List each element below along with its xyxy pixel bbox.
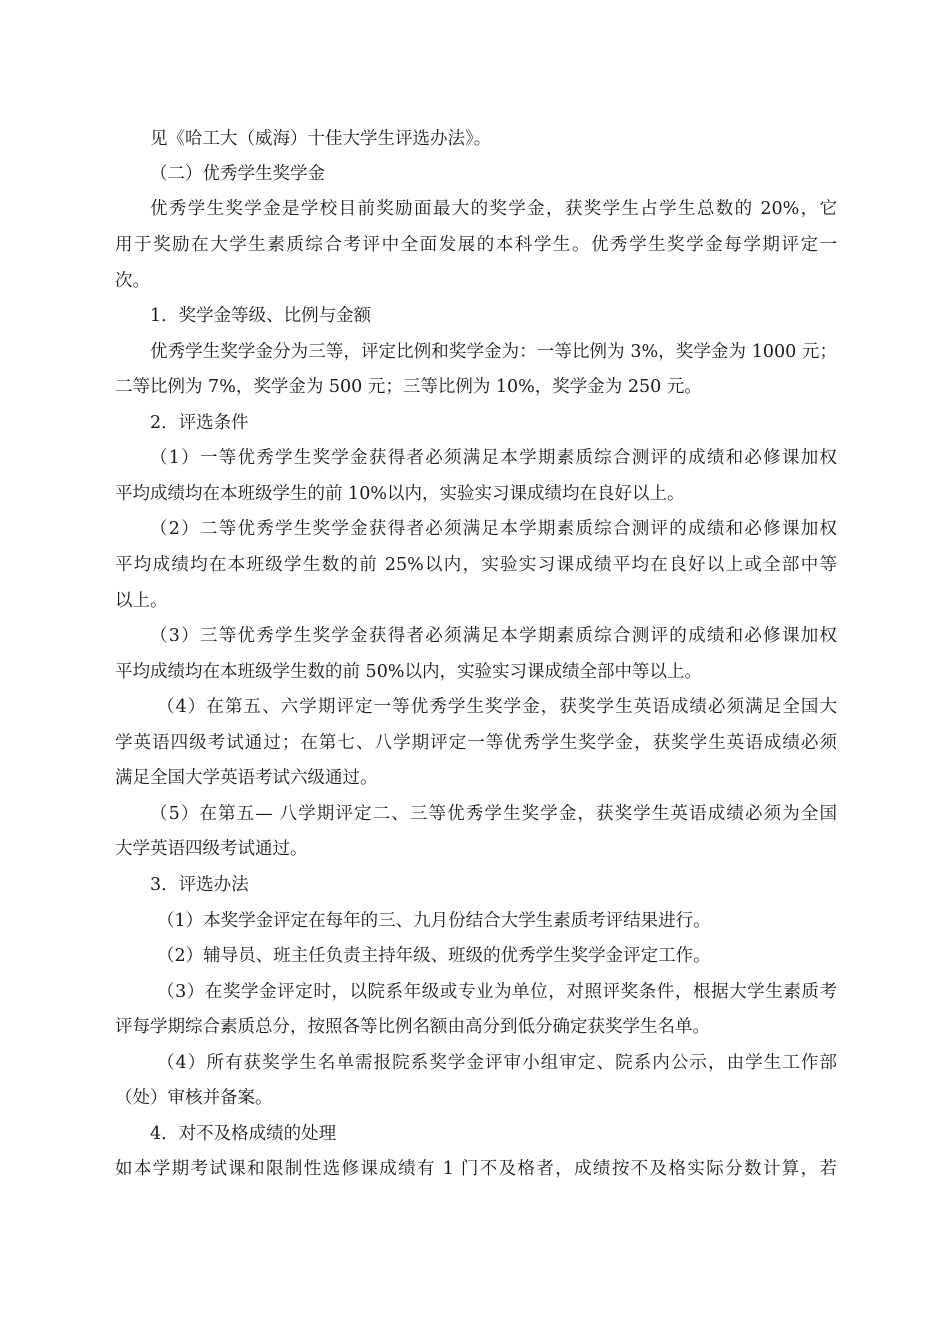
paragraph-line: 平均成绩均在本班级学生数的前 25%以内，实验实习课成绩平均在良好以上或全部中等 (115, 555, 837, 575)
paragraph-line: 优秀学生奖学金分为三等，评定比例和奖学金为：一等比例为 3%，奖学金为 1000 元； (150, 342, 837, 362)
paragraph-line: （3）在奖学金评定时，以院系年级或专业为单位，对照评奖条件，根据大学生素质考 (157, 982, 837, 1002)
subsection-heading: 4．对不及格成绩的处理 (150, 1124, 337, 1144)
subsection-heading: 2．评选条件 (150, 413, 249, 433)
paragraph-line: （1）本奖学金评定在每年的三、九月份结合大学生素质考评结果进行。 (157, 911, 711, 931)
paragraph-line: 大学英语四级考试通过。 (115, 839, 308, 859)
subsection-heading: 3．评选办法 (150, 875, 249, 895)
paragraph-line: 平均成绩均在本班级学生的前 10%以内，实验实习课成绩均在良好以上。 (115, 484, 685, 504)
paragraph-line: （1）一等优秀学生奖学金获得者必须满足本学期素质综合测评的成绩和必修课加权 (150, 448, 837, 468)
paragraph-line: （4）所有获奖学生名单需报院系奖学金评审小组审定、院系内公示，由学生工作部 (157, 1053, 837, 1073)
paragraph-line: 用于奖励在大学生素质综合考评中全面发展的本科学生。优秀学生奖学金每学期评定一 (115, 235, 837, 255)
paragraph-line: （5）在第五— 八学期评定二、三等优秀学生奖学金，获奖学生英语成绩必须为全国 (150, 804, 837, 824)
subsection-heading: 1．奖学金等级、比例与金额 (150, 306, 372, 326)
paragraph-line: 平均成绩均在本班级学生数的前 50%以内，实验实习课成绩全部中等以上。 (115, 662, 702, 682)
paragraph-line: （处）审核并备案。 (115, 1088, 273, 1108)
paragraph-line: （2）辅导员、班主任负责主持年级、班级的优秀学生奖学金评定工作。 (157, 946, 711, 966)
section-heading: （二）优秀学生奖学金 (150, 164, 325, 184)
paragraph-line: 如本学期考试课和限制性选修课成绩有 1 门不及格者，成绩按不及格实际分数计算，若 (115, 1159, 837, 1179)
paragraph-line: 以上。 (115, 591, 168, 611)
paragraph-line: 满足全国大学英语考试六级通过。 (115, 768, 378, 788)
paragraph-line: （4）在第五、六学期评定一等优秀学生奖学金，获奖学生英语成绩必须满足全国大 (157, 697, 837, 717)
paragraph-line: 评每学期综合素质总分，按照各等比例名额由高分到低分确定获奖学生名单。 (115, 1017, 710, 1037)
paragraph-line: 学英语四级考试通过；在第七、八学期评定一等优秀学生奖学金，获奖学生英语成绩必须 (115, 733, 837, 753)
paragraph-line: 优秀学生奖学金是学校目前奖励面最大的奖学金，获奖学生占学生总数的 20%，它 (150, 199, 837, 219)
paragraph-line: 见《哈工大（威海）十佳大学生评选办法》。 (150, 129, 492, 149)
paragraph-line: 二等比例为 7%，奖学金为 500 元；三等比例为 10%，奖学金为 250 元。 (115, 377, 702, 397)
paragraph-line: （2）二等优秀学生奖学金获得者必须满足本学期素质综合测评的成绩和必修课加权 (150, 519, 837, 539)
paragraph-line: 次。 (115, 271, 150, 291)
paragraph-line: （3）三等优秀学生奖学金获得者必须满足本学期素质综合测评的成绩和必修课加权 (150, 626, 837, 646)
